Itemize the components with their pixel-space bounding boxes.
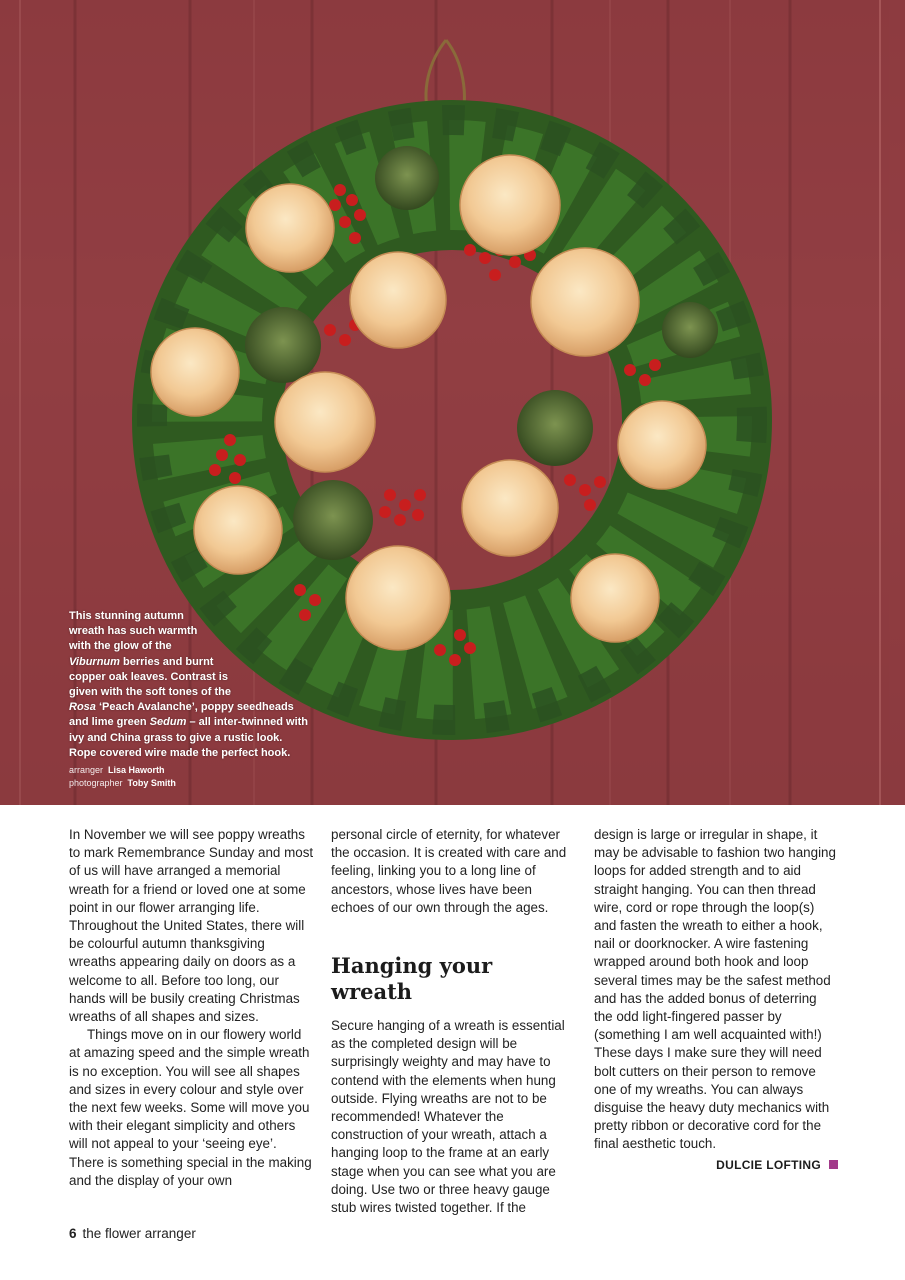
body-paragraph: In November we will see poppy wreaths to mark Remembrance Sunday and most of us will have arranged a memorial wreath for a friend or loved one at some point in our flower arranging life. Throughout the United States, there will be colourful autumn thanksgiving wreaths appearing daily on doors as a welcome to all. Before too long, our hands will be busily creating Christmas wreaths of all shapes and sizes.	[69, 827, 314, 1025]
caption-line: Rope covered wire made the perfect hook.	[69, 746, 291, 759]
caption-italic: Sedum	[149, 716, 187, 729]
page-footer	[69, 1226, 196, 1241]
caption-line: wreath has such warmth	[69, 625, 198, 638]
credit-role: photographer	[69, 777, 123, 788]
magazine-title: the flower arranger	[82, 1226, 196, 1241]
caption-line: copper oak leaves. Contrast is	[69, 670, 228, 683]
article-column-3	[594, 826, 838, 1174]
page-number: 6	[69, 1226, 77, 1241]
article-column-1	[69, 826, 315, 1190]
credit-role: arranger	[69, 765, 104, 775]
photographer-credit	[69, 777, 176, 790]
credit-name: Toby Smith	[127, 777, 176, 788]
caption-line: This stunning autumn	[69, 610, 184, 622]
author-name: DULCIE LOFTING	[716, 1157, 821, 1172]
end-mark-icon	[829, 1160, 838, 1169]
body-paragraph: design is large or irregular in shape, it may be advisable to fashion two hanging loops for added strength and to aid straight hanging. You can then thread wire, cord or rope through the loop(s) and fasten the wreath to either a hook, nail or doorknocker. A wire fastening wrapped around both hook and loop several times may be the safest method and has the added bonus of deterring the odd light-fingered passer by (something I am well acquainted with!) These days I make sure they will need bolt cutters on their person to remove one of my wreaths. You can always disguise the heavy duty mechanics with pretty ribbon or decorative cord for the final aesthetic touch.	[594, 827, 836, 1152]
caption-text: ‘Peach Avalanche’, poppy seedheads	[95, 701, 294, 714]
section-heading: Hanging your wreath	[331, 953, 493, 1005]
article-column-2	[331, 826, 577, 1217]
caption-line: ivy and China grass to give a rustic look.	[69, 731, 283, 744]
body-paragraph: personal circle of eternity, for whatever the occasion. It is created with care and feeling, linking you to a long line of ancestors, whose lives have been echoes of our own through the ages.	[331, 827, 567, 915]
arranger-credit	[69, 764, 176, 777]
caption-line: given with the soft tones of the	[69, 686, 231, 699]
photo-caption	[69, 609, 309, 761]
caption-italic: Viburnum	[69, 655, 120, 668]
caption-text: and lime green	[69, 716, 150, 729]
caption-italic: Rosa	[69, 701, 96, 714]
caption-line	[69, 700, 309, 715]
caption-line	[69, 715, 309, 730]
caption-line: with the glow of the	[69, 640, 172, 653]
photo-credits	[69, 764, 176, 789]
body-paragraph: Secure hanging of a wreath is essential as the completed design will be surprisingly weighty and may have to contend with the elements when hung outside. Flying wreaths are not to be recommended! Whatever the construction of your wreath, attach a hanging loop to the frame at an early stage when you can see what you are doing. Use two or three heavy gauge stub wires twisted together. If the	[331, 1018, 565, 1216]
body-paragraph: Things move on in our flowery world at amazing speed and the simple wreath is no exception. You will see all shapes and sizes in every colour and style over the next few weeks. Some will move you with their elegant simplicity and others will not appeal to your ‘seeing eye’. There is something special in the making and the display of your own	[69, 1027, 312, 1188]
caption-line	[69, 655, 309, 670]
author-byline	[594, 1156, 838, 1174]
credit-name: Lisa Haworth	[108, 765, 165, 775]
caption-text: – all inter-twinned with	[186, 716, 309, 729]
caption-text: berries and burnt	[119, 655, 214, 668]
